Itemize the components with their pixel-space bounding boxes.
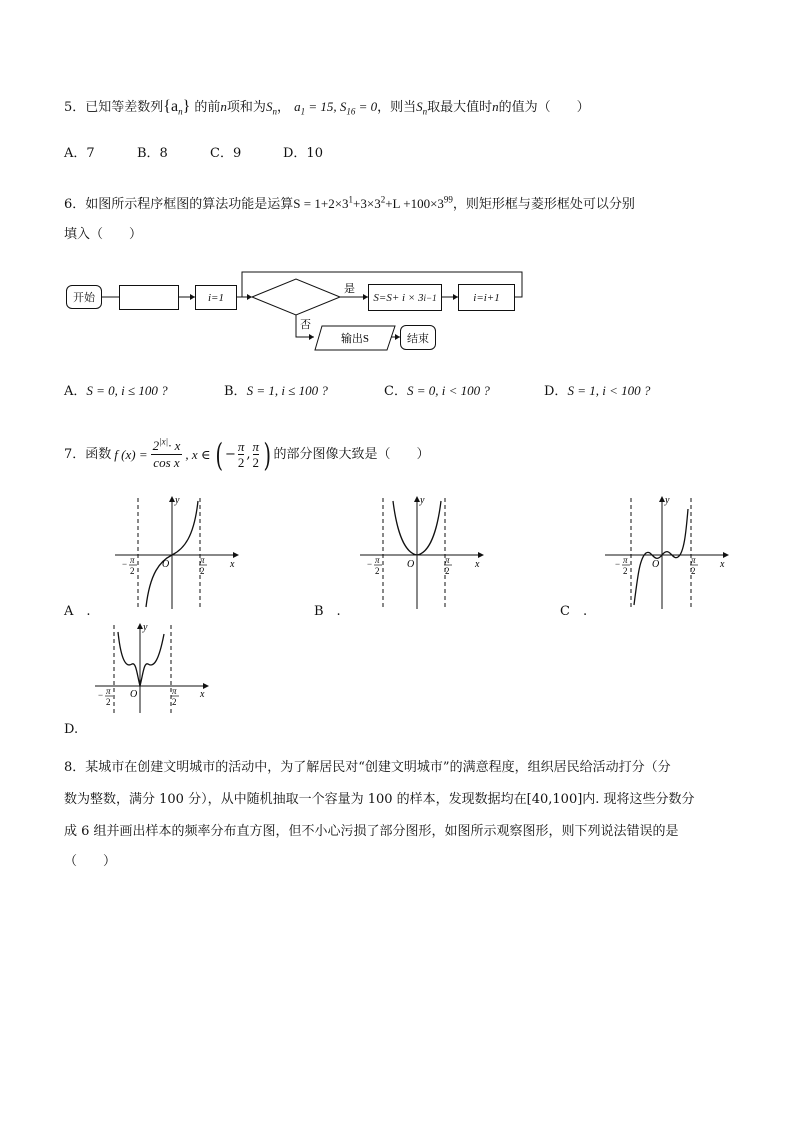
question-5-stem: 5．已知等差数列$\{a_n\}$ 的前n项和为$S_n$， $a_1 = 15$, $S_{16} = 0$，则当$S_n$取最大值时n的值为（ ） bbox=[64, 98, 590, 117]
svg-text:x: x bbox=[230, 559, 235, 570]
question-6-options bbox=[64, 381, 650, 402]
q5-option-a[interactable]: A．7 bbox=[64, 146, 95, 161]
svg-text:π: π bbox=[375, 555, 380, 565]
q7-interval: ( − $\frac{\pi}{2}$ , π 2 ) bbox=[214, 435, 272, 474]
svg-text:x: x bbox=[720, 559, 725, 570]
flow-rectangle-blank bbox=[119, 285, 179, 310]
q5-var: n bbox=[492, 99, 499, 114]
q6-option-c[interactable]: C．S = 0, i < 100 ? bbox=[384, 383, 490, 399]
flow-increment: i=i+1 bbox=[458, 284, 515, 311]
question-6-stem bbox=[64, 194, 635, 215]
q5-text: 的前 bbox=[194, 100, 221, 115]
q8-number: 8． bbox=[64, 760, 86, 775]
svg-text:y: y bbox=[143, 622, 148, 633]
q7-option-b[interactable]: B . bbox=[314, 604, 341, 619]
svg-text:2: 2 bbox=[691, 566, 696, 576]
q5-sum: $S_n$ bbox=[416, 99, 428, 117]
flow-init: i=1 bbox=[195, 285, 237, 310]
svg-text:π: π bbox=[130, 555, 135, 565]
q7-graph-c bbox=[600, 493, 735, 613]
question-8-stem bbox=[64, 758, 671, 778]
q5-var: n bbox=[220, 99, 227, 114]
q7-text: 的部分图像大致是（ ） bbox=[273, 446, 430, 462]
q5-option-b[interactable]: B．8 bbox=[137, 146, 168, 161]
svg-text:O: O bbox=[652, 559, 660, 570]
q8-text-line3: 成 6 组并画出样本的频率分布直方图，但不小心污损了部分图形，如图所示观察图形，则下列说法错误的是 bbox=[64, 824, 679, 839]
q7-fraction: $\frac{2^{|x|}\cdot x}{\text{cos x}}$ bbox=[152, 436, 181, 470]
flow-end: 结束 bbox=[400, 325, 436, 350]
q7-graph-a bbox=[110, 493, 245, 613]
q6-text: 如图所示程序框图的算法功能是运算 bbox=[85, 197, 294, 212]
svg-text:2: 2 bbox=[106, 697, 111, 707]
q5-text: ，则当 bbox=[377, 100, 417, 115]
q5-text: 已知等差数列 bbox=[85, 100, 164, 115]
q7-graph-b bbox=[355, 493, 490, 613]
svg-text:y: y bbox=[175, 495, 180, 506]
question-6-stem-line2: 填入（ ） bbox=[64, 227, 143, 242]
q7-option-c[interactable]: C . bbox=[560, 604, 588, 619]
svg-text:2: 2 bbox=[375, 566, 380, 576]
q7-text: 函数 bbox=[85, 446, 112, 462]
svg-text:π: π bbox=[623, 555, 628, 565]
q5-text: 取最大值时 bbox=[427, 100, 493, 115]
q7-option-d[interactable]: D. bbox=[64, 722, 79, 737]
q5-option-c[interactable]: C．9 bbox=[210, 146, 242, 161]
q6-option-d[interactable]: D．S = 1, i < 100 ? bbox=[544, 383, 651, 399]
flow-output-label: 输出S bbox=[340, 333, 370, 345]
svg-text:y: y bbox=[665, 495, 670, 506]
q5-text: 项和为 bbox=[226, 100, 266, 115]
q5-conditions: $a_1 = 15$, $S_{16} = 0$ bbox=[294, 99, 378, 117]
q8-text-line4: （ ） bbox=[64, 854, 117, 869]
q6-formula: $S = 1+2\times 3^1+3\times 3^2+L +100\times 3^{99}$ bbox=[293, 194, 453, 211]
q7-number: 7． bbox=[64, 446, 86, 462]
question-5-options bbox=[64, 144, 323, 164]
svg-text:O: O bbox=[407, 559, 415, 570]
q6-option-a[interactable]: A．S = 0, i ≤ 100 ? bbox=[64, 383, 168, 399]
q7-graph-d bbox=[90, 620, 215, 715]
q6-flowchart bbox=[60, 270, 530, 355]
svg-text:−: − bbox=[122, 559, 128, 569]
svg-text:2: 2 bbox=[200, 566, 205, 576]
svg-text:2: 2 bbox=[172, 697, 177, 707]
svg-text:−: − bbox=[615, 559, 621, 569]
q6-option-b[interactable]: B．S = 1, i ≤ 100 ? bbox=[224, 383, 328, 399]
svg-text:y: y bbox=[420, 495, 425, 506]
q5-number: 5． bbox=[64, 100, 86, 115]
q7-fx: f (x) = bbox=[114, 446, 148, 462]
q5-option-d[interactable]: D．10 bbox=[283, 146, 323, 161]
svg-text:x: x bbox=[200, 689, 205, 700]
q6-number: 6． bbox=[64, 197, 86, 212]
svg-text:π: π bbox=[445, 555, 450, 565]
flow-output bbox=[314, 325, 396, 351]
q7-option-a[interactable]: A . bbox=[64, 604, 91, 619]
svg-text:−: − bbox=[367, 559, 373, 569]
q6-text: ，则矩形框与菱形框处可以分别 bbox=[452, 197, 635, 212]
svg-text:π: π bbox=[691, 555, 696, 565]
svg-text:x: x bbox=[475, 559, 480, 570]
svg-text:O: O bbox=[130, 689, 138, 700]
svg-text:2: 2 bbox=[623, 566, 628, 576]
q8-text-line2: 数为整数，满分 100 分），从中随机抽取一个容量为 100 的样本，发现数据均在[40,100]内. 现将这些分数分 bbox=[64, 792, 695, 807]
svg-text:−: − bbox=[98, 690, 104, 700]
svg-text:O: O bbox=[162, 559, 170, 570]
question-7-stem bbox=[64, 435, 430, 474]
flow-no-label: 否 bbox=[300, 319, 311, 331]
q5-seq: $\{a_n\}$ bbox=[163, 98, 191, 117]
q7-domain: , x ∈ bbox=[185, 446, 211, 462]
q8-text-line1: 某城市在创建文明城市的活动中，为了解居民对“创建文明城市”的满意程度，组织居民给活动打分（分 bbox=[85, 760, 671, 775]
svg-text:π: π bbox=[172, 686, 177, 696]
q5-text: 的值为（ ） bbox=[498, 100, 590, 115]
q5-sum: $S_n$ bbox=[265, 99, 277, 117]
svg-text:2: 2 bbox=[130, 566, 135, 576]
flow-yes-label: 是 bbox=[344, 283, 355, 295]
flow-update: S=S+ i × 3 i−1 bbox=[368, 284, 442, 311]
svg-text:2: 2 bbox=[445, 566, 450, 576]
flow-start: 开始 bbox=[66, 285, 102, 309]
svg-text:π: π bbox=[106, 686, 111, 696]
svg-text:π: π bbox=[200, 555, 205, 565]
